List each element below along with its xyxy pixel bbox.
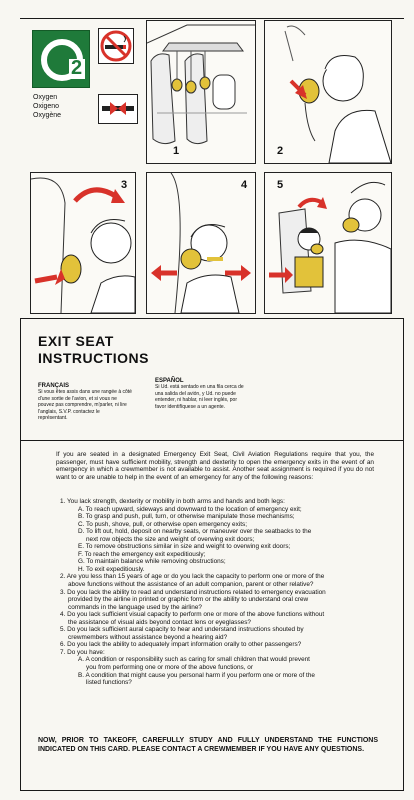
reason-line: B. To grasp and push, pull, turn, or otherwise manipulate those mechanisms;: [78, 513, 295, 521]
exit-box-bottom: [20, 440, 404, 441]
step-4-panel: [146, 172, 256, 314]
espanol-title: ESPAÑOL: [155, 378, 184, 384]
reason-line: 7. Do you have:: [60, 648, 105, 656]
exit-box-left: [20, 318, 21, 440]
reason-line: next row objects the size and weight of overwing exit doors;: [86, 535, 255, 543]
exit-box-top: [20, 318, 404, 319]
req-box-right: [403, 440, 404, 790]
closing-notice: NOW, PRIOR TO TAKEOFF, CAREFULLY STUDY AND FULLY UNDERSTAND THE FUNCTIONS INDICATED ON THIS CARD. PLEASE CONTACT A CREWMEMBER IF YOU HAVE ANY QUESTIONS.: [38, 737, 378, 753]
oxygen-labels: [33, 93, 61, 120]
francais-block: [38, 383, 148, 422]
reason-line: G. To maintain balance while removing obstructions;: [78, 558, 226, 566]
francais-line-1: Si vous êtes assis dans une rangée à côté: [38, 389, 132, 395]
francais-line-3: pouvez pas comprendre, m'parler, ni lire: [38, 402, 127, 408]
reasons-list: [60, 498, 380, 687]
step-3-number: 3: [121, 179, 128, 191]
francais-line-5: représentant.: [38, 415, 68, 421]
francais-title: FRANÇAIS: [38, 383, 69, 389]
req-box-left: [20, 440, 21, 790]
reason-line: the assistance of visual aids beyond contact lens or eyeglasses?: [68, 618, 251, 626]
oxygen-label-fr: Oxygène: [33, 112, 62, 119]
reason-line: 5. Do you lack sufficient aural capacity to hear and understand instructions shouted by: [60, 626, 304, 634]
francais-line-2: d'une sortie de l'avion, et si vous ne: [38, 395, 117, 402]
reason-line: you from performing one or more of the above functions, or: [86, 664, 253, 672]
step-2-panel: [264, 20, 392, 164]
reason-line: E. To remove obstructions similar in size and weight to overwing exit doors;: [78, 543, 291, 551]
reason-line: listed functions?: [86, 679, 132, 687]
step-5-panel: [264, 172, 392, 314]
reason-line: A. A condition or responsibility such as caring for small children that would prevent: [78, 656, 310, 664]
exit-seat-heading: [38, 333, 149, 367]
top-divider: [20, 18, 404, 19]
reason-line: B. A condition that might cause you personal harm if you perform one or more of the: [78, 671, 315, 679]
oxygen-label-en: Oxygen: [33, 94, 58, 101]
step-1-number: 1: [173, 145, 180, 157]
exit-heading-line-1: EXIT SEAT: [38, 333, 114, 349]
reason-line: C. To push, shove, pull, or otherwise open emergency exits;: [78, 520, 247, 528]
step-2-number: 2: [277, 145, 284, 157]
reason-line: provided by the airline in printed or graphic form or the ability to understand oral crew: [68, 596, 309, 604]
step-4-number: 4: [241, 179, 248, 191]
reason-line: H. To exit expeditiously.: [78, 565, 145, 573]
reason-line: 6. Do you lack the ability to adequately impart information orally to other passengers?: [60, 641, 302, 649]
reason-line: 2. Are you less than 15 years of age or do you lack the capacity to perform one or more of the: [60, 573, 325, 581]
no-smoking-icon: [98, 28, 134, 64]
reason-line: F. To reach the emergency exit expeditiously;: [78, 550, 206, 558]
espanol-line-2: una salida del avión, y Ud. no puede: [155, 390, 236, 397]
reason-line: 1. You lack strength, dexterity or mobility in both arms and hands and both legs:: [60, 498, 285, 505]
fasten-seatbelt-icon: [98, 94, 138, 124]
step-1-panel: [146, 20, 256, 164]
exit-heading-line-2: INSTRUCTIONS: [38, 350, 149, 366]
exit-box-right: [403, 318, 404, 440]
reason-line: A. To reach upward, sideways and downward to the location of emergency exit;: [78, 505, 302, 513]
oxygen-o2-icon: 2: [32, 30, 90, 88]
espanol-line-4: favor identifíquese a un agente.: [155, 403, 226, 410]
req-box-bottom: [20, 790, 404, 791]
step-3-panel: [30, 172, 136, 314]
reason-line: above functions without the assistance of an adult companion, parent or other relative?: [68, 581, 314, 589]
reason-line: 4. Do you lack sufficient visual capacity to perform one or more of the above functions without: [60, 611, 325, 619]
reason-line: crewmembers without assistance beyond a hearing aid?: [68, 633, 228, 641]
reason-line: D. To lift out, hold, deposit on nearby seats, or maneuver over the seatbacks to the: [78, 528, 312, 536]
step-5-number: 5: [277, 179, 284, 191]
reason-line: commands in the language used by the airline?: [68, 603, 202, 611]
espanol-line-3: entender, ni hablar, ni leer inglés, por: [155, 397, 237, 403]
exit-seat-intro: If you are seated in a designated Emergency Exit Seat, Civil Aviation Regulations require that you, the passenger, must have sufficient mobility, strength and dexterity to open the emergency exits in the event of an emergency in which a crewmember is not available to assist. Another seat assignment is required if you do not want to or are unable to help in the event of an emergency for any of the following reasons:: [56, 451, 374, 481]
reason-line: 3. Do you lack the ability to read and understand instructions related to emergency evacuation: [60, 588, 326, 596]
espanol-line-1: Si Ud. está sentado en una fila cerca de: [155, 384, 244, 390]
francais-line-4: l'anglais, S.V.P. contactez le: [38, 408, 100, 415]
espanol-block: [155, 378, 275, 410]
oxygen-label-es: Oxigeno: [33, 103, 60, 110]
